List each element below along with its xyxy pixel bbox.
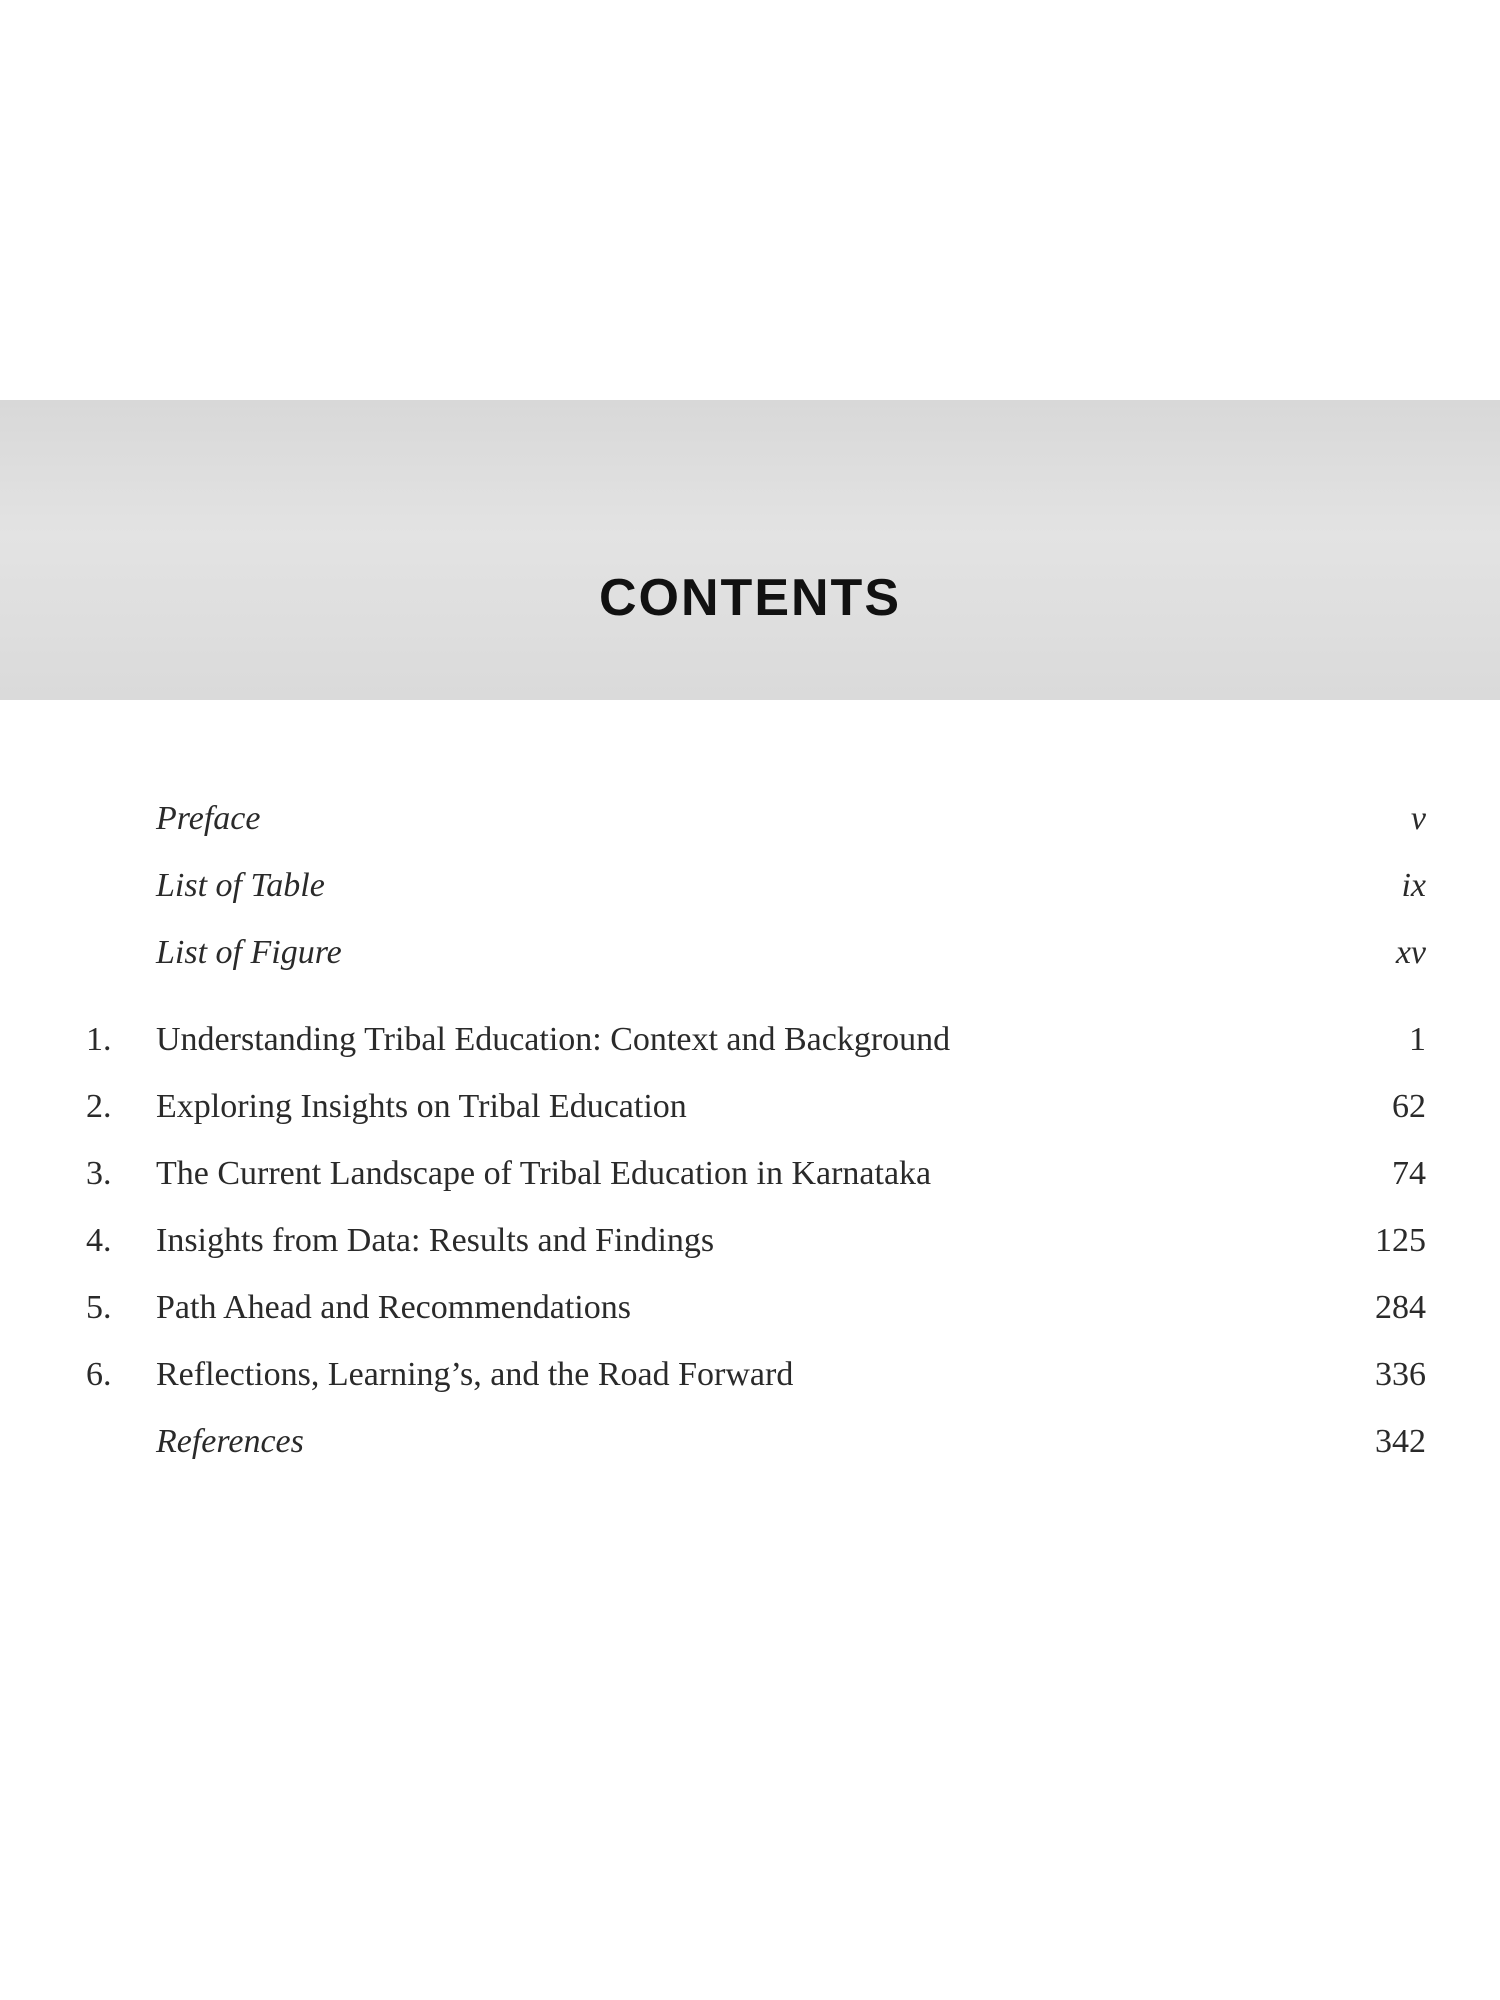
toc-entry-list-of-table[interactable] — [0, 861, 1500, 911]
toc-entry-chapter-1[interactable] — [0, 1015, 1500, 1065]
toc-entry-chapter-3[interactable] — [0, 1149, 1500, 1199]
toc-entry-page: 74 — [1392, 1155, 1426, 1192]
toc-entry-page: ix — [1401, 867, 1426, 904]
toc-entry-chapter-6[interactable] — [0, 1350, 1500, 1400]
toc-entry-title: Reflections, Learning’s, and the Road Forward — [156, 1356, 794, 1393]
toc-entry-page: 62 — [1392, 1088, 1426, 1125]
toc-entry-title: Understanding Tribal Education: Context and Background — [156, 1021, 951, 1058]
toc-entry-page: 336 — [1375, 1356, 1426, 1393]
toc-entry-page: v — [1410, 800, 1426, 837]
toc-entry-page: 125 — [1375, 1222, 1426, 1259]
toc-entry-page: 1 — [1409, 1021, 1426, 1058]
contents-heading: CONTENTS — [599, 569, 901, 627]
toc-entry-number: 1. — [86, 1021, 112, 1058]
toc-entry-chapter-2[interactable] — [0, 1082, 1500, 1132]
toc-entry-title: Preface — [156, 800, 261, 837]
toc-entry-number: 6. — [86, 1356, 112, 1393]
toc-entry-preface[interactable] — [0, 794, 1500, 844]
toc-entry-title: List of Figure — [156, 934, 342, 971]
toc-entry-number: 4. — [86, 1222, 112, 1259]
toc-entry-page: xv — [1395, 934, 1426, 971]
toc-entry-title: List of Table — [156, 867, 325, 904]
toc-entry-title: References — [156, 1423, 304, 1460]
toc-entry-list-of-figure[interactable] — [0, 928, 1500, 978]
toc-entry-title: Exploring Insights on Tribal Education — [156, 1088, 687, 1125]
toc-entry-title: Insights from Data: Results and Findings — [156, 1222, 715, 1259]
toc-entry-number: 3. — [86, 1155, 112, 1192]
toc-entry-number: 5. — [86, 1289, 112, 1326]
toc-entry-page: 284 — [1375, 1289, 1426, 1326]
toc-entry-chapter-4[interactable] — [0, 1216, 1500, 1266]
toc-entry-page: 342 — [1375, 1423, 1426, 1460]
toc-entry-references[interactable] — [0, 1417, 1500, 1467]
toc-entry-chapter-5[interactable] — [0, 1283, 1500, 1333]
toc-entry-title: The Current Landscape of Tribal Education in Karnataka — [156, 1155, 932, 1192]
toc-entry-title: Path Ahead and Recommendations — [156, 1289, 631, 1326]
toc-entry-number: 2. — [86, 1088, 112, 1125]
